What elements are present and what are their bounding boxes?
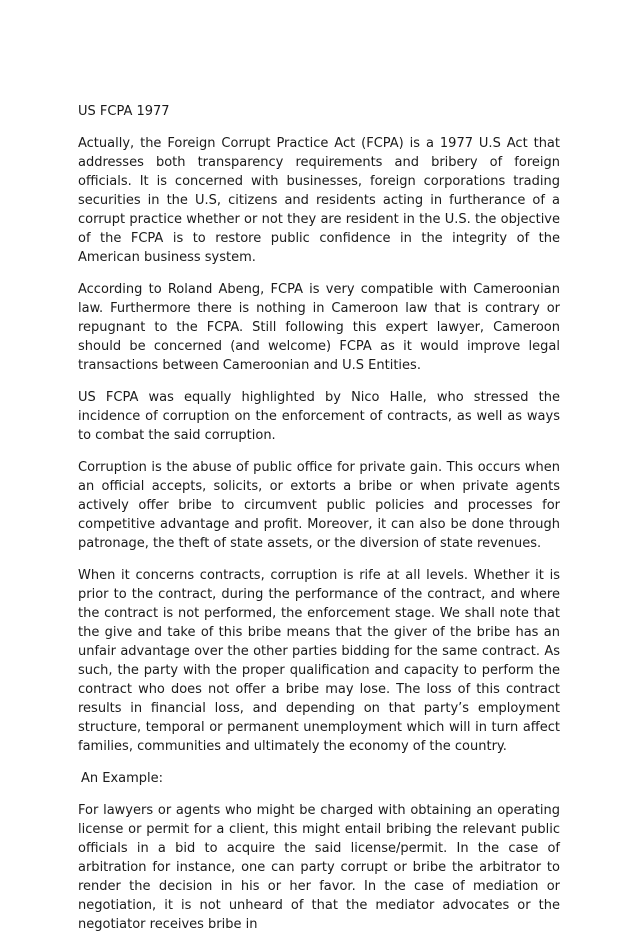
paragraph-corruption-definition: Corruption is the abuse of public office for private gain. This occurs when an official accepts, solicits, or extorts a bribe or when private agents actively offer bribe to circumvent public policies and processes for competitive advantage and profit. Moreover, it can also be done through patronage, the theft of state assets, or the diversion of state revenues.	[78, 460, 560, 551]
paragraph-fcpa-definition: Actually, the Foreign Corrupt Practice Act (FCPA) is a 1977 U.S Act that addresses both transparency requirements and bribery of foreign officials. It is concerned with businesses, foreign corporations trading securities in the U.S, citizens and residents acting in furtherance of a corrupt practice whether or not they are resident in the U.S. the objective of the FCPA is to restore public confidence in the integrity of the American business system.	[78, 136, 560, 265]
paragraph-roland-abeng: According to Roland Abeng, FCPA is very compatible with Cameroonian law. Furthermore there is nothing in Cameroon law that is contrary or repugnant to the FCPA. Still following this expert lawyer, Cameroon should be concerned (and welcome) FCPA as it would improve legal transactions between Cameroonian and U.S Entities.	[78, 282, 560, 373]
example-label: An Example:	[81, 771, 164, 786]
paragraph-contracts: When it concerns contracts, corruption is rife at all levels. Whether it is prior to the contract, during the performance of the contract, and where the contract is not performed, the enforcement stage. We shall note that the give and take of this bribe means that the giver of the bribe has an unfair advantage over the other parties bidding for the same contract. As such, the party with the proper qualification and capacity to perform the contract who does not offer a bribe may lose. The loss of this contract results in financial loss, and depending on that party’s employment structure, temporal or permanent unemployment which will in turn affect families, communities and ultimately the economy of the country.	[78, 568, 560, 754]
document-page	[78, 102, 560, 947]
paragraph-nico-halle: US FCPA was equally highlighted by Nico Halle, who stressed the incidence of corruption on the enforcement of contracts, as well as ways to combat the said corruption.	[78, 390, 560, 443]
paragraph-example: For lawyers or agents who might be charged with obtaining an operating license or permit for a client, this might entail bribing the relevant public officials in a bid to acquire the said license/permit. In the case of arbitration for instance, one can party corrupt or bribe the arbitrator to render the decision in his or her favor. In the case of mediation or negotiation, it is not unheard of that the mediator advocates or the negotiator receives bribe in	[78, 803, 560, 932]
document-heading: US FCPA 1977	[78, 104, 170, 119]
